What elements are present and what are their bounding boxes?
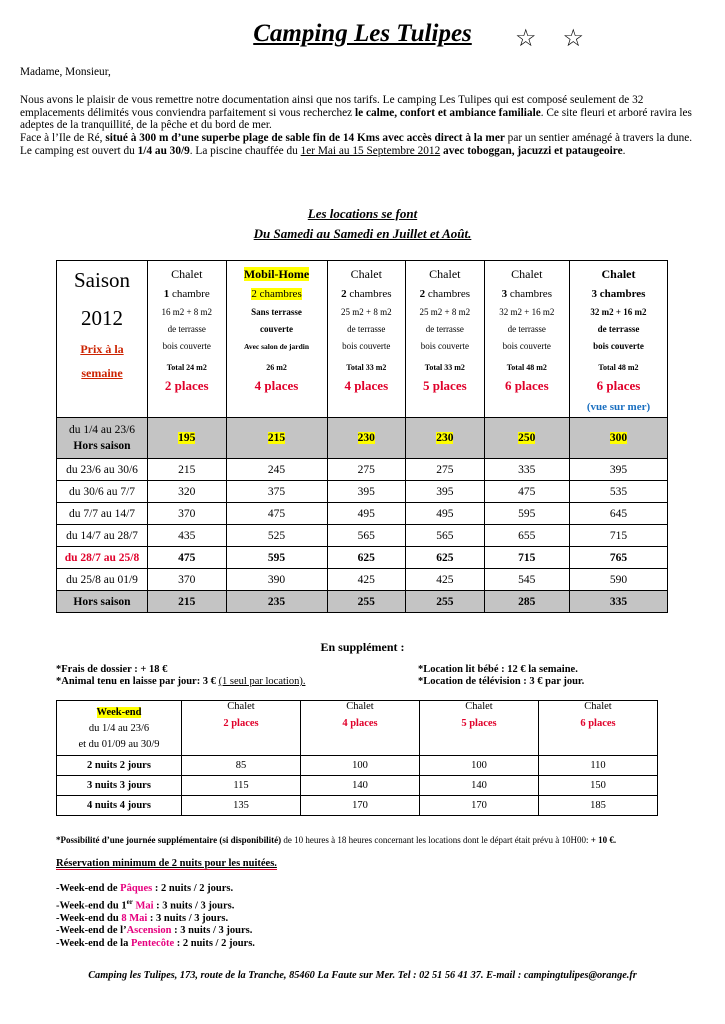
fees-left: *Frais de dossier : + 18 € *Animal tenu en laisse par jour: 3 € (1 seul par location). (56, 664, 306, 687)
price-cell: 170 (301, 796, 420, 816)
price-cell: 495 (406, 503, 485, 525)
price-cell: 595 (226, 547, 327, 569)
weekend-label-cell: Week-end du 1/4 au 23/6 et du 01/09 au 30/9 (57, 701, 182, 756)
column-header: Chalet 2 chambres 25 m2 + 8 m2 de terrasse bois couverte Total 33 m2 5 places (406, 261, 485, 418)
table-row (57, 796, 658, 816)
period-cell: du 23/6 au 30/6 (57, 459, 148, 481)
price-cell: 230 (406, 418, 485, 459)
extra-day-note: *Possibilité d’une journée supplémentaire (si disponibilité) de 10 heures à 18 heures concernant les locations dont le départ était prévu à 10H00: + 10 €. (56, 835, 617, 845)
footer-contact: Camping les Tulipes, 173, route de la Tranche, 85460 La Faute sur Mer. Tel : 02 51 56 41 37. E-mail : campingtulipes@orange.fr (88, 970, 637, 981)
price-cell: 230 (327, 418, 406, 459)
price-cell: 625 (406, 547, 485, 569)
price-cell: 100 (301, 756, 420, 776)
price-cell: 185 (539, 796, 658, 816)
price-cell: 195 (148, 418, 227, 459)
table-row (57, 591, 668, 613)
locations-line1: Les locations se font (307, 206, 418, 221)
weekend-column-header: Chalet 5 places (420, 701, 539, 756)
price-cell: 625 (327, 547, 406, 569)
price-cell: 85 (182, 756, 301, 776)
hors-saison-period: du 1/4 au 23/6 Hors saison (57, 418, 148, 459)
price-cell: 395 (327, 481, 406, 503)
price-cell: 655 (484, 525, 569, 547)
star-icons: ☆ ☆ (515, 26, 595, 52)
price-cell: 285 (484, 591, 569, 613)
price-cell: 300 (569, 418, 667, 459)
price-cell: 765 (569, 547, 667, 569)
price-table (56, 260, 668, 613)
price-cell: 275 (406, 459, 485, 481)
price-cell: 595 (484, 503, 569, 525)
period-cell: du 30/6 au 7/7 (57, 481, 148, 503)
column-header: Chalet 2 chambres 25 m2 + 8 m2 de terrasse bois couverte Total 33 m2 4 places (327, 261, 406, 418)
holiday-item: -Week-end de Pâques : 2 nuits / 2 jours. (56, 883, 234, 894)
price-cell: 565 (406, 525, 485, 547)
page-title: Camping Les Tulipes (253, 20, 472, 47)
table-row (57, 776, 658, 796)
price-cell: 140 (301, 776, 420, 796)
holiday-weekends (56, 883, 255, 950)
column-header: Chalet 3 chambres 32 m2 + 16 m2 de terrasse bois couverte Total 48 m2 6 places (484, 261, 569, 418)
price-cell: 335 (569, 591, 667, 613)
price-cell: 565 (327, 525, 406, 547)
price-cell: 425 (406, 569, 485, 591)
table-row (57, 459, 668, 481)
price-cell: 110 (539, 756, 658, 776)
price-cell: 170 (420, 796, 539, 816)
salutation: Madame, Monsieur, (20, 66, 111, 78)
price-cell: 255 (406, 591, 485, 613)
price-cell: 395 (569, 459, 667, 481)
duration-cell: 3 nuits 3 jours (57, 776, 182, 796)
price-cell: 495 (327, 503, 406, 525)
period-cell: Hors saison (57, 591, 148, 613)
price-cell: 475 (226, 503, 327, 525)
column-header: Chalet 3 chambres 32 m2 + 16 m2 de terrasse bois couverte Total 48 m2 6 places (vue sur mer) (569, 261, 667, 418)
price-cell: 370 (148, 503, 227, 525)
intro-paragraph: Nous avons le plaisir de vous remettre notre documentation ainsi que nos tarifs. Le camping Les Tulipes qui est composé seulement de 32 emplacements délimités vous conviendra parfaitement si vous recherchez le calme, confort et ambiance familiale. Ce site fleuri et arboré ravira les adeptes de la tranquillité, de la pêche et du bord de mer. Face à l’Ile de Ré, situé à 300 m d’une superbe plage de sable fin de 14 Kms avec accès direct à la mer par un sentier aménagé à travers la dune. Le camping est ouvert du 1/4 au 30/9. La piscine chauffée du 1er Mai au 15 Septembre 2012 avec toboggan, jacuzzi et pataugeoire. (20, 94, 693, 157)
locations-line2: Du Samedi au Samedi en Juillet et Août. (253, 226, 472, 241)
price-cell: 245 (226, 459, 327, 481)
table-row (57, 503, 668, 525)
weekend-column-header: Chalet 4 places (301, 701, 420, 756)
holiday-item: -Week-end du 1er Mai : 3 nuits / 3 jours. (56, 897, 235, 911)
price-cell: 150 (539, 776, 658, 796)
table-row (57, 525, 668, 547)
price-cell: 275 (327, 459, 406, 481)
price-cell: 535 (569, 481, 667, 503)
price-cell: 215 (148, 591, 227, 613)
period-cell: du 25/8 au 01/9 (57, 569, 148, 591)
holiday-item: -Week-end du 8 Mai : 3 nuits / 3 jours. (56, 912, 229, 924)
price-cell: 250 (484, 418, 569, 459)
weekend-table (56, 700, 658, 816)
price-cell: 475 (148, 547, 227, 569)
period-cell: du 7/7 au 14/7 (57, 503, 148, 525)
weekend-column-header: Chalet 2 places (182, 701, 301, 756)
table-row (57, 481, 668, 503)
holiday-item: -Week-end de la Pentecôte : 2 nuits / 2 jours. (56, 937, 255, 949)
duration-cell: 2 nuits 2 jours (57, 756, 182, 776)
table-row (57, 756, 658, 776)
period-cell: du 28/7 au 25/8 (57, 547, 148, 569)
price-cell: 320 (148, 481, 227, 503)
price-cell: 255 (327, 591, 406, 613)
price-cell: 140 (420, 776, 539, 796)
price-cell: 525 (226, 525, 327, 547)
price-cell: 335 (484, 459, 569, 481)
fees-right: *Location lit bébé : 12 € la semaine. *Location de télévision : 3 € par jour. (418, 664, 585, 687)
price-cell: 135 (182, 796, 301, 816)
supplement-title: En supplément : (320, 640, 405, 654)
column-header: Mobil-Home 2 chambres Sans terrasse couverte Avec salon de jardin 26 m2 4 places (226, 261, 327, 418)
price-cell: 715 (569, 525, 667, 547)
weekend-column-header: Chalet 6 places (539, 701, 658, 756)
price-cell: 715 (484, 547, 569, 569)
price-cell: 100 (420, 756, 539, 776)
price-cell: 215 (148, 459, 227, 481)
price-cell: 115 (182, 776, 301, 796)
price-cell: 425 (327, 569, 406, 591)
price-cell: 435 (148, 525, 227, 547)
price-cell: 395 (406, 481, 485, 503)
price-cell: 235 (226, 591, 327, 613)
period-cell: du 14/7 au 28/7 (57, 525, 148, 547)
price-cell: 545 (484, 569, 569, 591)
duration-cell: 4 nuits 4 jours (57, 796, 182, 816)
column-header: Chalet 1 chambre 16 m2 + 8 m2 de terrasse bois couverte Total 24 m2 2 places (148, 261, 227, 418)
price-cell: 390 (226, 569, 327, 591)
table-row (57, 547, 668, 569)
price-cell: 370 (148, 569, 227, 591)
table-row (57, 569, 668, 591)
season-cell: Saison 2012 Prix à la semaine (57, 261, 148, 418)
reservation-minimum: Réservation minimum de 2 nuits pour les nuitées. (56, 858, 277, 869)
price-cell: 215 (226, 418, 327, 459)
price-cell: 375 (226, 481, 327, 503)
price-cell: 475 (484, 481, 569, 503)
holiday-item: -Week-end de l’Ascension : 3 nuits / 3 jours. (56, 925, 253, 936)
price-cell: 590 (569, 569, 667, 591)
price-cell: 645 (569, 503, 667, 525)
